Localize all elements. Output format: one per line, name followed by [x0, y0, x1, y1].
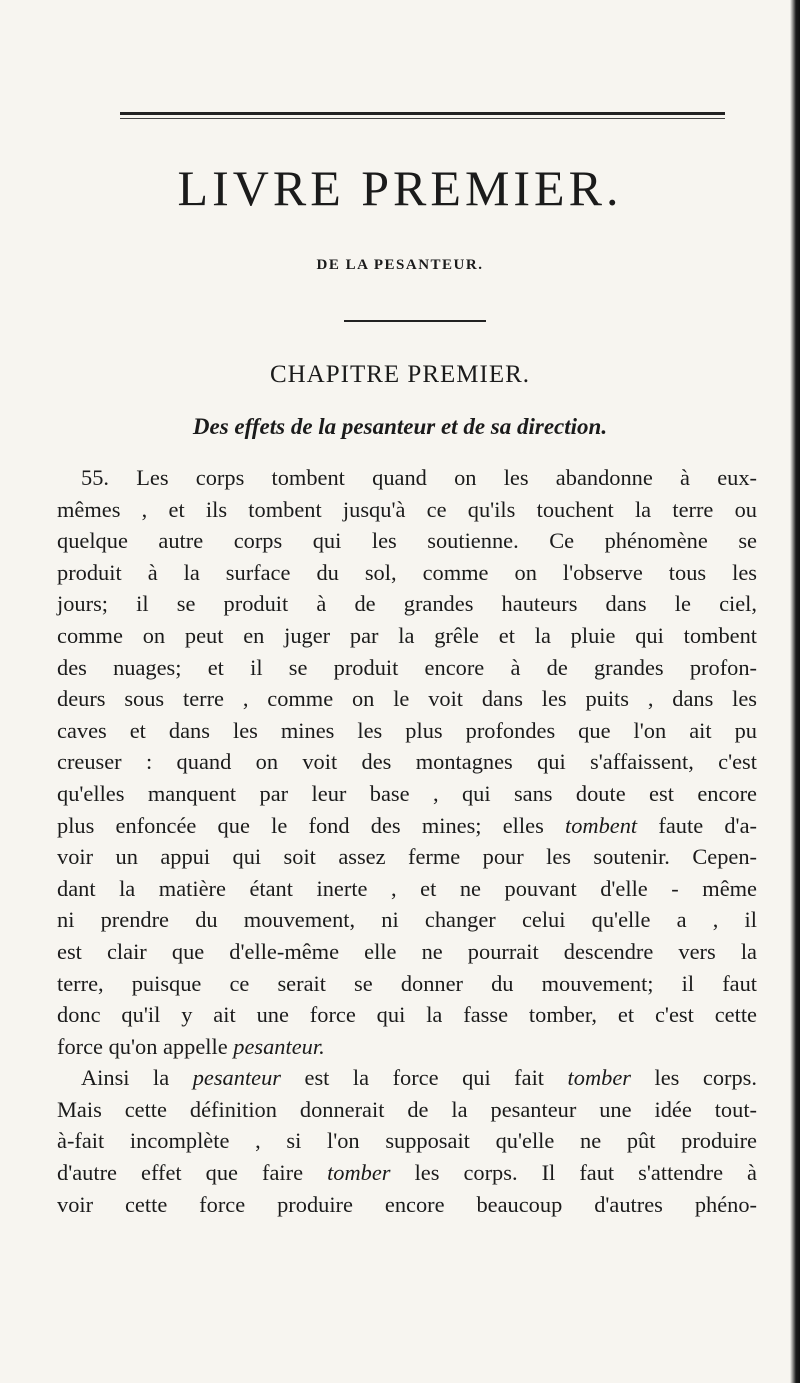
emphasis-text: tomber	[327, 1160, 391, 1186]
text-line: voir cette force produire encore beaucoup d'autres phéno-	[57, 1191, 757, 1217]
text-line: comme on peut en juger par la grêle et la pluie qui tombent	[57, 622, 757, 648]
body-text	[57, 462, 757, 1220]
text-line: jours; il se produit à de grandes hauteurs dans le ciel,	[57, 591, 757, 617]
text-line: creuser : quand on voit des montagnes qui s'affaissent, c'est	[57, 749, 757, 775]
text-line	[57, 1157, 757, 1189]
text-line: des nuages; et il se produit encore à de grandes profon-	[57, 654, 757, 680]
text-segment: force qu'on appelle	[57, 1033, 228, 1059]
text-line: ni prendre du mouvement, ni changer celui qu'elle a , il	[57, 907, 757, 933]
text-line	[57, 1031, 757, 1063]
chapter-subtitle: Des effets de la pesanteur et de sa direction.	[192, 414, 608, 439]
section-rule	[344, 320, 486, 322]
text-segment: faute d'a-	[658, 812, 757, 838]
text-line	[57, 1062, 757, 1094]
text-line: 55. Les corps tombent quand on les abandonne à eux-	[81, 465, 757, 490]
text-segment: les corps.	[654, 1065, 757, 1091]
text-segment: est la force qui fait	[304, 1065, 545, 1091]
text-line: est clair que d'elle-même elle ne pourrait descendre vers la	[57, 938, 757, 964]
text-line: produit à la surface du sol, comme on l'observe tous les	[57, 559, 757, 585]
text-segment: d'autre effet que faire	[57, 1160, 304, 1186]
emphasis-text: pesanteur.	[233, 1033, 325, 1059]
text-line: terre, puisque ce serait se donner du mouvement; il faut	[57, 970, 757, 996]
text-segment: les corps. Il faut s'attendre à	[414, 1160, 757, 1186]
text-line: voir un appui qui soit assez ferme pour les soutenir. Cepen-	[57, 844, 757, 870]
text-line: qu'elles manquent par leur base , qui sans doute est encore	[57, 780, 757, 806]
text-line: à-fait incomplète , si l'on supposait qu'elle ne pût produire	[57, 1128, 757, 1154]
book-title: LIVRE PREMIER.	[177, 160, 623, 216]
text-line: Mais cette définition donnerait de la pesanteur une idée tout-	[57, 1096, 757, 1122]
emphasis-text: tomber	[567, 1065, 631, 1091]
text-line: dant la matière étant inerte , et ne pouvant d'elle - même	[57, 875, 757, 901]
book-subtitle: DE LA PESANTEUR.	[316, 257, 484, 273]
text-line: mêmes , et ils tombent jusqu'à ce qu'ils touchent la terre ou	[57, 496, 757, 522]
chapter-title: CHAPITRE PREMIER.	[269, 361, 531, 388]
text-segment: plus enfoncée que le fond des mines; elles	[57, 812, 544, 838]
page-edge-shadow	[790, 0, 800, 1383]
text-line	[57, 810, 757, 842]
emphasis-text: pesanteur	[192, 1065, 282, 1091]
top-rule-thin	[120, 118, 725, 119]
text-line: donc qu'il y ait une force qui la fasse tomber, et c'est cette	[57, 1002, 757, 1028]
text-line: caves et dans les mines les plus profondes que l'on ait pu	[57, 717, 757, 743]
text-line: deurs sous terre , comme on le voit dans les puits , dans les	[57, 686, 757, 712]
text-segment: Ainsi la	[81, 1065, 170, 1091]
emphasis-text: tombent	[565, 812, 638, 838]
top-rule-thick	[120, 112, 725, 115]
text-line: quelque autre corps qui les soutienne. Ce phénomène se	[57, 528, 757, 554]
